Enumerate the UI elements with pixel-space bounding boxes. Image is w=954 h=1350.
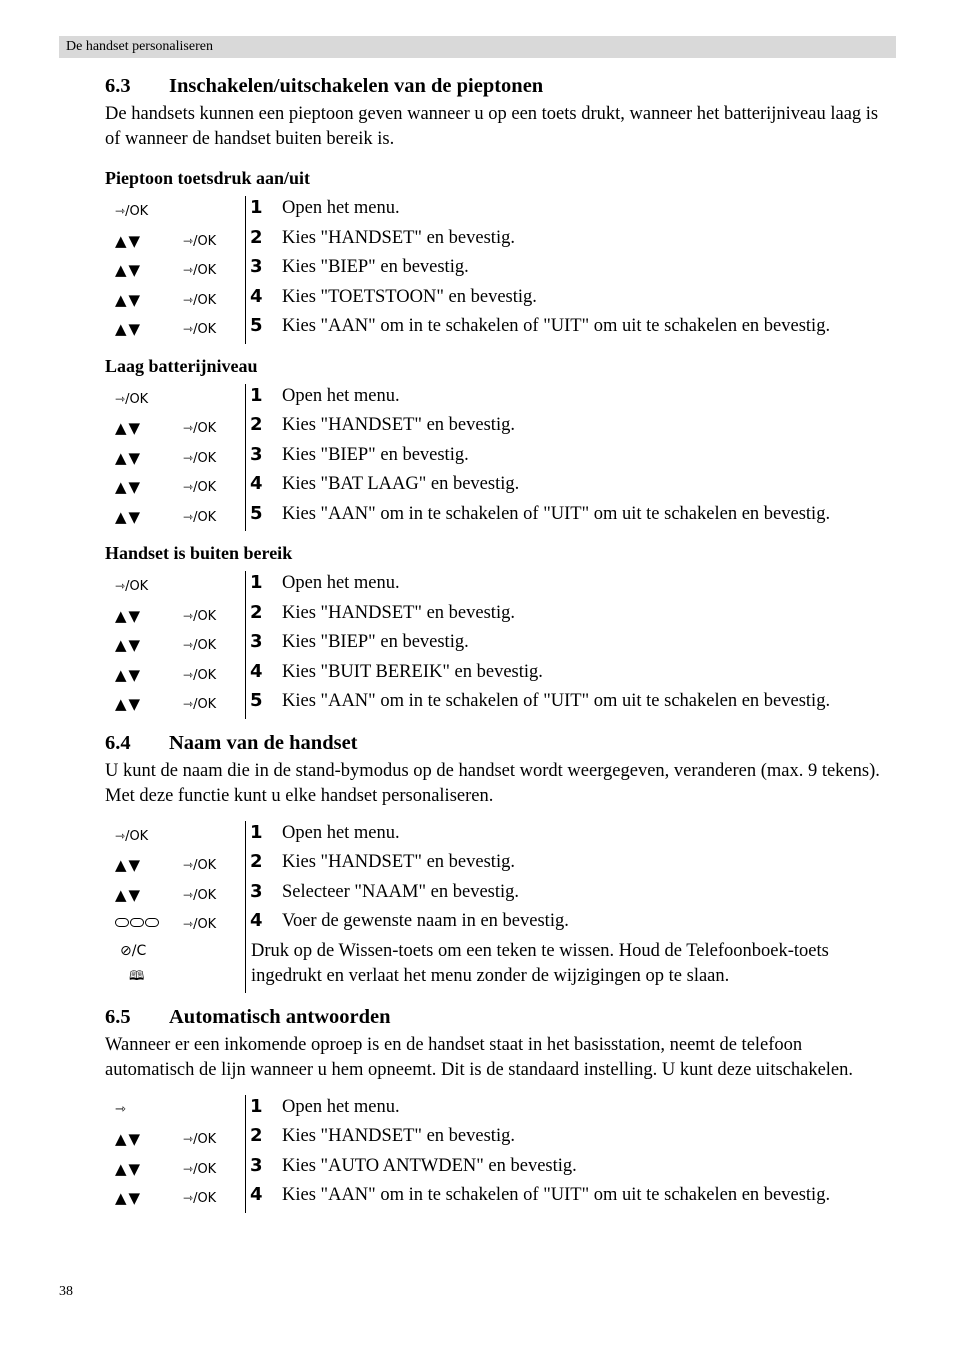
menu-icon: ⇾ xyxy=(115,579,126,593)
keypad-keys-icon xyxy=(115,918,159,927)
step-text: Open het menu. xyxy=(282,198,400,218)
ok-label: /OK xyxy=(193,1161,217,1177)
up-down-arrows-icon: ▲▼ xyxy=(115,665,143,684)
menu-icon: ⇾ xyxy=(183,858,194,872)
step-number: 1 xyxy=(250,572,263,593)
step-row xyxy=(105,255,895,285)
up-down-arrows-icon: ▲▼ xyxy=(115,636,143,654)
ok-label: /OK xyxy=(193,1132,217,1147)
menu-icon: ⇾ xyxy=(183,1161,194,1176)
step-number: 2 xyxy=(250,601,263,623)
arrows-key-icon xyxy=(115,290,142,310)
arrows-key-icon xyxy=(115,1129,142,1149)
section-intro: Wanneer er een inkomende oproep is en de handset staat in het basisstation, neemt de telefoon automatisch de lijn wanneer u hem opneemt. Dit is de standaard instelling. U kunt deze uitschakelen. xyxy=(105,1034,854,1080)
menu-ok-key-icon xyxy=(183,448,216,468)
step-row xyxy=(105,502,895,532)
clear-key-icon: ⊘/C xyxy=(120,942,147,959)
menu-ok-key-icon xyxy=(115,389,148,409)
step-list xyxy=(105,571,895,719)
section-number: 6.4 xyxy=(105,731,131,754)
up-down-arrows-icon: ▲▼ xyxy=(115,1189,143,1207)
step-row xyxy=(105,660,895,690)
menu-icon: ⇾ xyxy=(183,322,194,336)
up-down-arrows-icon: ▲▼ xyxy=(115,885,143,904)
step-row xyxy=(105,1183,895,1213)
up-down-arrows-icon: ▲▼ xyxy=(115,1130,143,1148)
up-down-arrows-icon: ▲▼ xyxy=(115,261,143,279)
step-number: 3 xyxy=(250,880,263,902)
step-number: 4 xyxy=(250,1184,263,1205)
step-number: 4 xyxy=(250,285,263,307)
step-text: Kies "BUIT BEREIK" en bevestig. xyxy=(282,661,543,682)
step-list xyxy=(105,196,895,344)
arrows-key-icon xyxy=(115,319,142,339)
step-row xyxy=(105,880,895,910)
section-6-4 xyxy=(105,729,895,993)
menu-icon: ⇾ xyxy=(183,450,194,465)
section-title: Automatisch antwoorden xyxy=(169,1005,391,1028)
section-intro: De handsets kunnen een pieptoon geven wanneer u op een toets drukt, wanneer het batterijniveau laag is of wanneer de handset buiten bereik is. xyxy=(105,104,879,149)
subsection-title: Handset is buiten bereik xyxy=(105,543,293,563)
ok-label: /OK xyxy=(193,233,217,249)
menu-ok-key-icon xyxy=(183,260,216,280)
section-intro: U kunt de naam die in de stand-bymodus op de handset wordt weergegeven, veranderen (max. 9 tekens). Met deze functie kunt u elke handset personaliseren. xyxy=(105,760,880,806)
step-number: 4 xyxy=(250,473,263,494)
arrows-key-icon xyxy=(115,448,142,468)
arrows-key-icon xyxy=(115,694,142,714)
up-down-arrows-icon: ▲▼ xyxy=(115,231,143,250)
step-number: 3 xyxy=(250,256,263,277)
menu-ok-key-icon xyxy=(115,826,148,846)
menu-icon: ⇾ xyxy=(183,1191,194,1205)
ok-label: /OK xyxy=(125,828,149,844)
step-row xyxy=(105,601,895,631)
step-text: Kies "HANDSET" en bevestig. xyxy=(282,227,515,248)
menu-icon: ⇾ xyxy=(183,509,194,524)
section-6-5 xyxy=(105,1003,895,1213)
ok-label: /OK xyxy=(193,292,217,308)
step-text: Kies "AUTO ANTWDEN" en bevestig. xyxy=(282,1155,577,1176)
keypad-key-icon xyxy=(130,918,144,927)
up-down-arrows-icon: ▲▼ xyxy=(115,448,143,467)
step-text: Open het menu. xyxy=(282,1096,400,1117)
step-row xyxy=(105,630,895,660)
menu-ok-key-icon xyxy=(183,914,216,934)
step-number: 4 xyxy=(250,660,263,682)
step-number: 1 xyxy=(250,821,263,843)
up-down-arrows-icon: ▲▼ xyxy=(115,419,143,437)
section-title: Naam van de handset xyxy=(169,731,358,754)
menu-ok-key-icon xyxy=(183,1159,216,1179)
document-body xyxy=(105,72,895,1223)
menu-ok-key-icon xyxy=(183,477,216,497)
step-text: Kies "AAN" om in te schakelen of "UIT" om uit te schakelen en bevestig. xyxy=(282,316,831,336)
arrows-key-icon xyxy=(115,260,142,280)
step-row xyxy=(105,909,895,939)
step-text: Open het menu. xyxy=(282,573,400,593)
step-text: Kies "BIEP" en bevestig. xyxy=(282,632,469,652)
step-number: 5 xyxy=(250,502,263,524)
subsection-title: Laag batterijniveau xyxy=(105,355,258,376)
step-number: 2 xyxy=(250,414,263,435)
arrows-key-icon xyxy=(115,606,142,626)
keypad-key-icon xyxy=(115,914,159,934)
ok-label: /OK xyxy=(193,887,217,903)
step-row xyxy=(105,443,895,473)
ok-label: /OK xyxy=(193,450,217,466)
ok-label: /OK xyxy=(125,204,149,219)
menu-ok-key-icon xyxy=(183,635,216,655)
step-row xyxy=(105,314,895,344)
arrows-key-icon xyxy=(115,635,142,655)
step-text: Kies "HANDSET" en bevestig. xyxy=(282,602,515,623)
menu-ok-key-icon xyxy=(183,1129,216,1149)
step-row xyxy=(105,1154,895,1184)
step-list xyxy=(105,821,895,993)
step-number: 2 xyxy=(250,851,263,872)
step-row xyxy=(105,850,895,880)
step-row xyxy=(105,1124,895,1154)
step-list xyxy=(105,384,895,532)
step-number: 1 xyxy=(250,384,263,406)
up-down-arrows-icon: ▲▼ xyxy=(115,856,143,874)
ok-label: /OK xyxy=(193,608,217,624)
menu-icon: ⇾ xyxy=(183,917,194,931)
section-6-3 xyxy=(105,72,895,719)
page-number: 38 xyxy=(59,1284,73,1299)
step-row xyxy=(105,413,895,443)
menu-icon: ⇾ xyxy=(183,292,194,307)
ok-label: /OK xyxy=(193,917,217,932)
subsection-title: Pieptoon toetsdruk aan/uit xyxy=(105,168,311,188)
step-row xyxy=(105,821,895,851)
menu-ok-key-icon xyxy=(183,694,216,714)
ok-label: /OK xyxy=(193,697,217,712)
step-text: Kies "BIEP" en bevestig. xyxy=(282,257,469,277)
up-down-arrows-icon: ▲▼ xyxy=(115,478,143,496)
step-row xyxy=(105,226,895,256)
ok-label: /OK xyxy=(193,858,217,873)
up-down-arrows-icon: ▲▼ xyxy=(115,1159,143,1178)
note-text: Druk op de Wissen-toets om een teken te wissen. Houd de Telefoonboek-toets ingedrukt en verlaat het menu zonder de wijzigingen op te slaan. xyxy=(251,940,829,986)
step-note xyxy=(105,939,895,993)
step-number: 3 xyxy=(250,631,263,652)
ok-label: /OK xyxy=(193,667,217,683)
phonebook-key-icon: 🕮 xyxy=(129,968,145,984)
section-number: 6.5 xyxy=(105,1005,131,1028)
step-text: Open het menu. xyxy=(282,385,400,406)
step-number: 1 xyxy=(250,197,263,218)
arrows-key-icon xyxy=(115,507,142,527)
menu-icon: ⇾ xyxy=(183,887,194,902)
ok-label: /OK xyxy=(125,579,149,594)
arrows-key-icon xyxy=(115,855,142,875)
step-number: 3 xyxy=(250,1154,263,1176)
step-row xyxy=(105,472,895,502)
keypad-key-icon xyxy=(145,918,159,927)
step-row xyxy=(105,689,895,719)
section-heading xyxy=(105,729,895,757)
up-down-arrows-icon: ▲▼ xyxy=(115,290,143,309)
menu-ok-key-icon xyxy=(183,231,216,251)
menu-icon: ⇾ xyxy=(183,480,194,494)
arrows-key-icon xyxy=(115,885,142,905)
menu-key-icon xyxy=(115,1100,126,1120)
up-down-arrows-icon: ▲▼ xyxy=(115,606,143,625)
ok-label: /OK xyxy=(193,480,217,495)
menu-icon: ⇾ xyxy=(115,204,126,218)
ok-label: /OK xyxy=(193,1191,217,1206)
ok-label: /OK xyxy=(193,421,217,436)
step-number: 2 xyxy=(250,1125,263,1146)
step-text: Voer de gewenste naam in en bevestig. xyxy=(282,911,569,931)
menu-ok-key-icon xyxy=(115,576,148,596)
ok-label: /OK xyxy=(193,263,217,278)
step-row xyxy=(105,1095,895,1125)
step-text: Kies "AAN" om in te schakelen of "UIT" om uit te schakelen en bevestig. xyxy=(282,1185,831,1205)
menu-ok-key-icon xyxy=(183,855,216,875)
step-text: Kies "AAN" om in te schakelen of "UIT" om uit te schakelen en bevestig. xyxy=(282,691,831,711)
page-header: De handset personaliseren xyxy=(59,36,896,58)
step-number: 4 xyxy=(250,910,263,931)
menu-ok-key-icon xyxy=(183,507,216,527)
arrows-key-icon xyxy=(115,477,142,497)
menu-icon: ⇾ xyxy=(115,828,126,843)
menu-icon: ⇾ xyxy=(115,391,126,406)
menu-icon: ⇾ xyxy=(115,1101,126,1117)
menu-ok-key-icon xyxy=(183,290,216,310)
ok-label: /OK xyxy=(125,391,149,407)
step-number: 5 xyxy=(250,315,263,336)
menu-ok-key-icon xyxy=(183,418,216,438)
step-text: Kies "TOETSTOON" en bevestig. xyxy=(282,286,537,307)
arrows-key-icon xyxy=(115,1188,142,1208)
menu-icon: ⇾ xyxy=(183,608,194,623)
keypad-key-icon xyxy=(115,918,129,927)
step-number: 5 xyxy=(250,690,263,711)
step-text: Kies "HANDSET" en bevestig. xyxy=(282,1126,515,1146)
menu-ok-key-icon xyxy=(183,665,216,685)
step-row xyxy=(105,384,895,414)
arrows-key-icon xyxy=(115,418,142,438)
menu-ok-key-icon xyxy=(183,319,216,339)
up-down-arrows-icon: ▲▼ xyxy=(115,320,143,338)
step-text: Selecteer "NAAM" en bevestig. xyxy=(282,881,520,902)
menu-icon: ⇾ xyxy=(183,1132,194,1146)
step-number: 1 xyxy=(250,1095,263,1117)
ok-label: /OK xyxy=(193,638,217,653)
menu-icon: ⇾ xyxy=(183,421,194,435)
step-text: Kies "HANDSET" en bevestig. xyxy=(282,852,515,872)
step-list xyxy=(105,1095,895,1213)
menu-ok-key-icon xyxy=(183,1188,216,1208)
step-text: Kies "AAN" om in te schakelen of "UIT" om uit te schakelen en bevestig. xyxy=(282,503,831,524)
arrows-key-icon xyxy=(115,1159,142,1179)
step-number: 2 xyxy=(250,226,263,248)
menu-ok-key-icon xyxy=(183,885,216,905)
arrows-key-icon xyxy=(115,665,142,685)
ok-label: /OK xyxy=(193,509,217,525)
section-heading xyxy=(105,72,895,100)
menu-icon: ⇾ xyxy=(183,638,194,652)
menu-ok-key-icon xyxy=(115,201,148,221)
step-text: Kies "BAT LAAG" en bevestig. xyxy=(282,474,520,494)
menu-icon: ⇾ xyxy=(183,667,194,682)
step-row xyxy=(105,285,895,315)
menu-icon: ⇾ xyxy=(183,233,194,248)
section-heading xyxy=(105,1003,895,1031)
menu-icon: ⇾ xyxy=(183,697,194,711)
step-number: 3 xyxy=(250,443,263,465)
step-row xyxy=(105,571,895,601)
section-title: Inschakelen/uitschakelen van de pieptonen xyxy=(169,75,544,97)
ok-label: /OK xyxy=(193,322,217,337)
up-down-arrows-icon: ▲▼ xyxy=(115,695,143,713)
step-row xyxy=(105,196,895,226)
step-text: Open het menu. xyxy=(282,822,400,843)
up-down-arrows-icon: ▲▼ xyxy=(115,507,143,526)
section-number: 6.3 xyxy=(105,75,131,97)
menu-icon: ⇾ xyxy=(183,263,194,277)
step-text: Kies "HANDSET" en bevestig. xyxy=(282,415,515,435)
step-text: Kies "BIEP" en bevestig. xyxy=(282,444,469,465)
arrows-key-icon xyxy=(115,231,142,251)
menu-ok-key-icon xyxy=(183,606,216,626)
